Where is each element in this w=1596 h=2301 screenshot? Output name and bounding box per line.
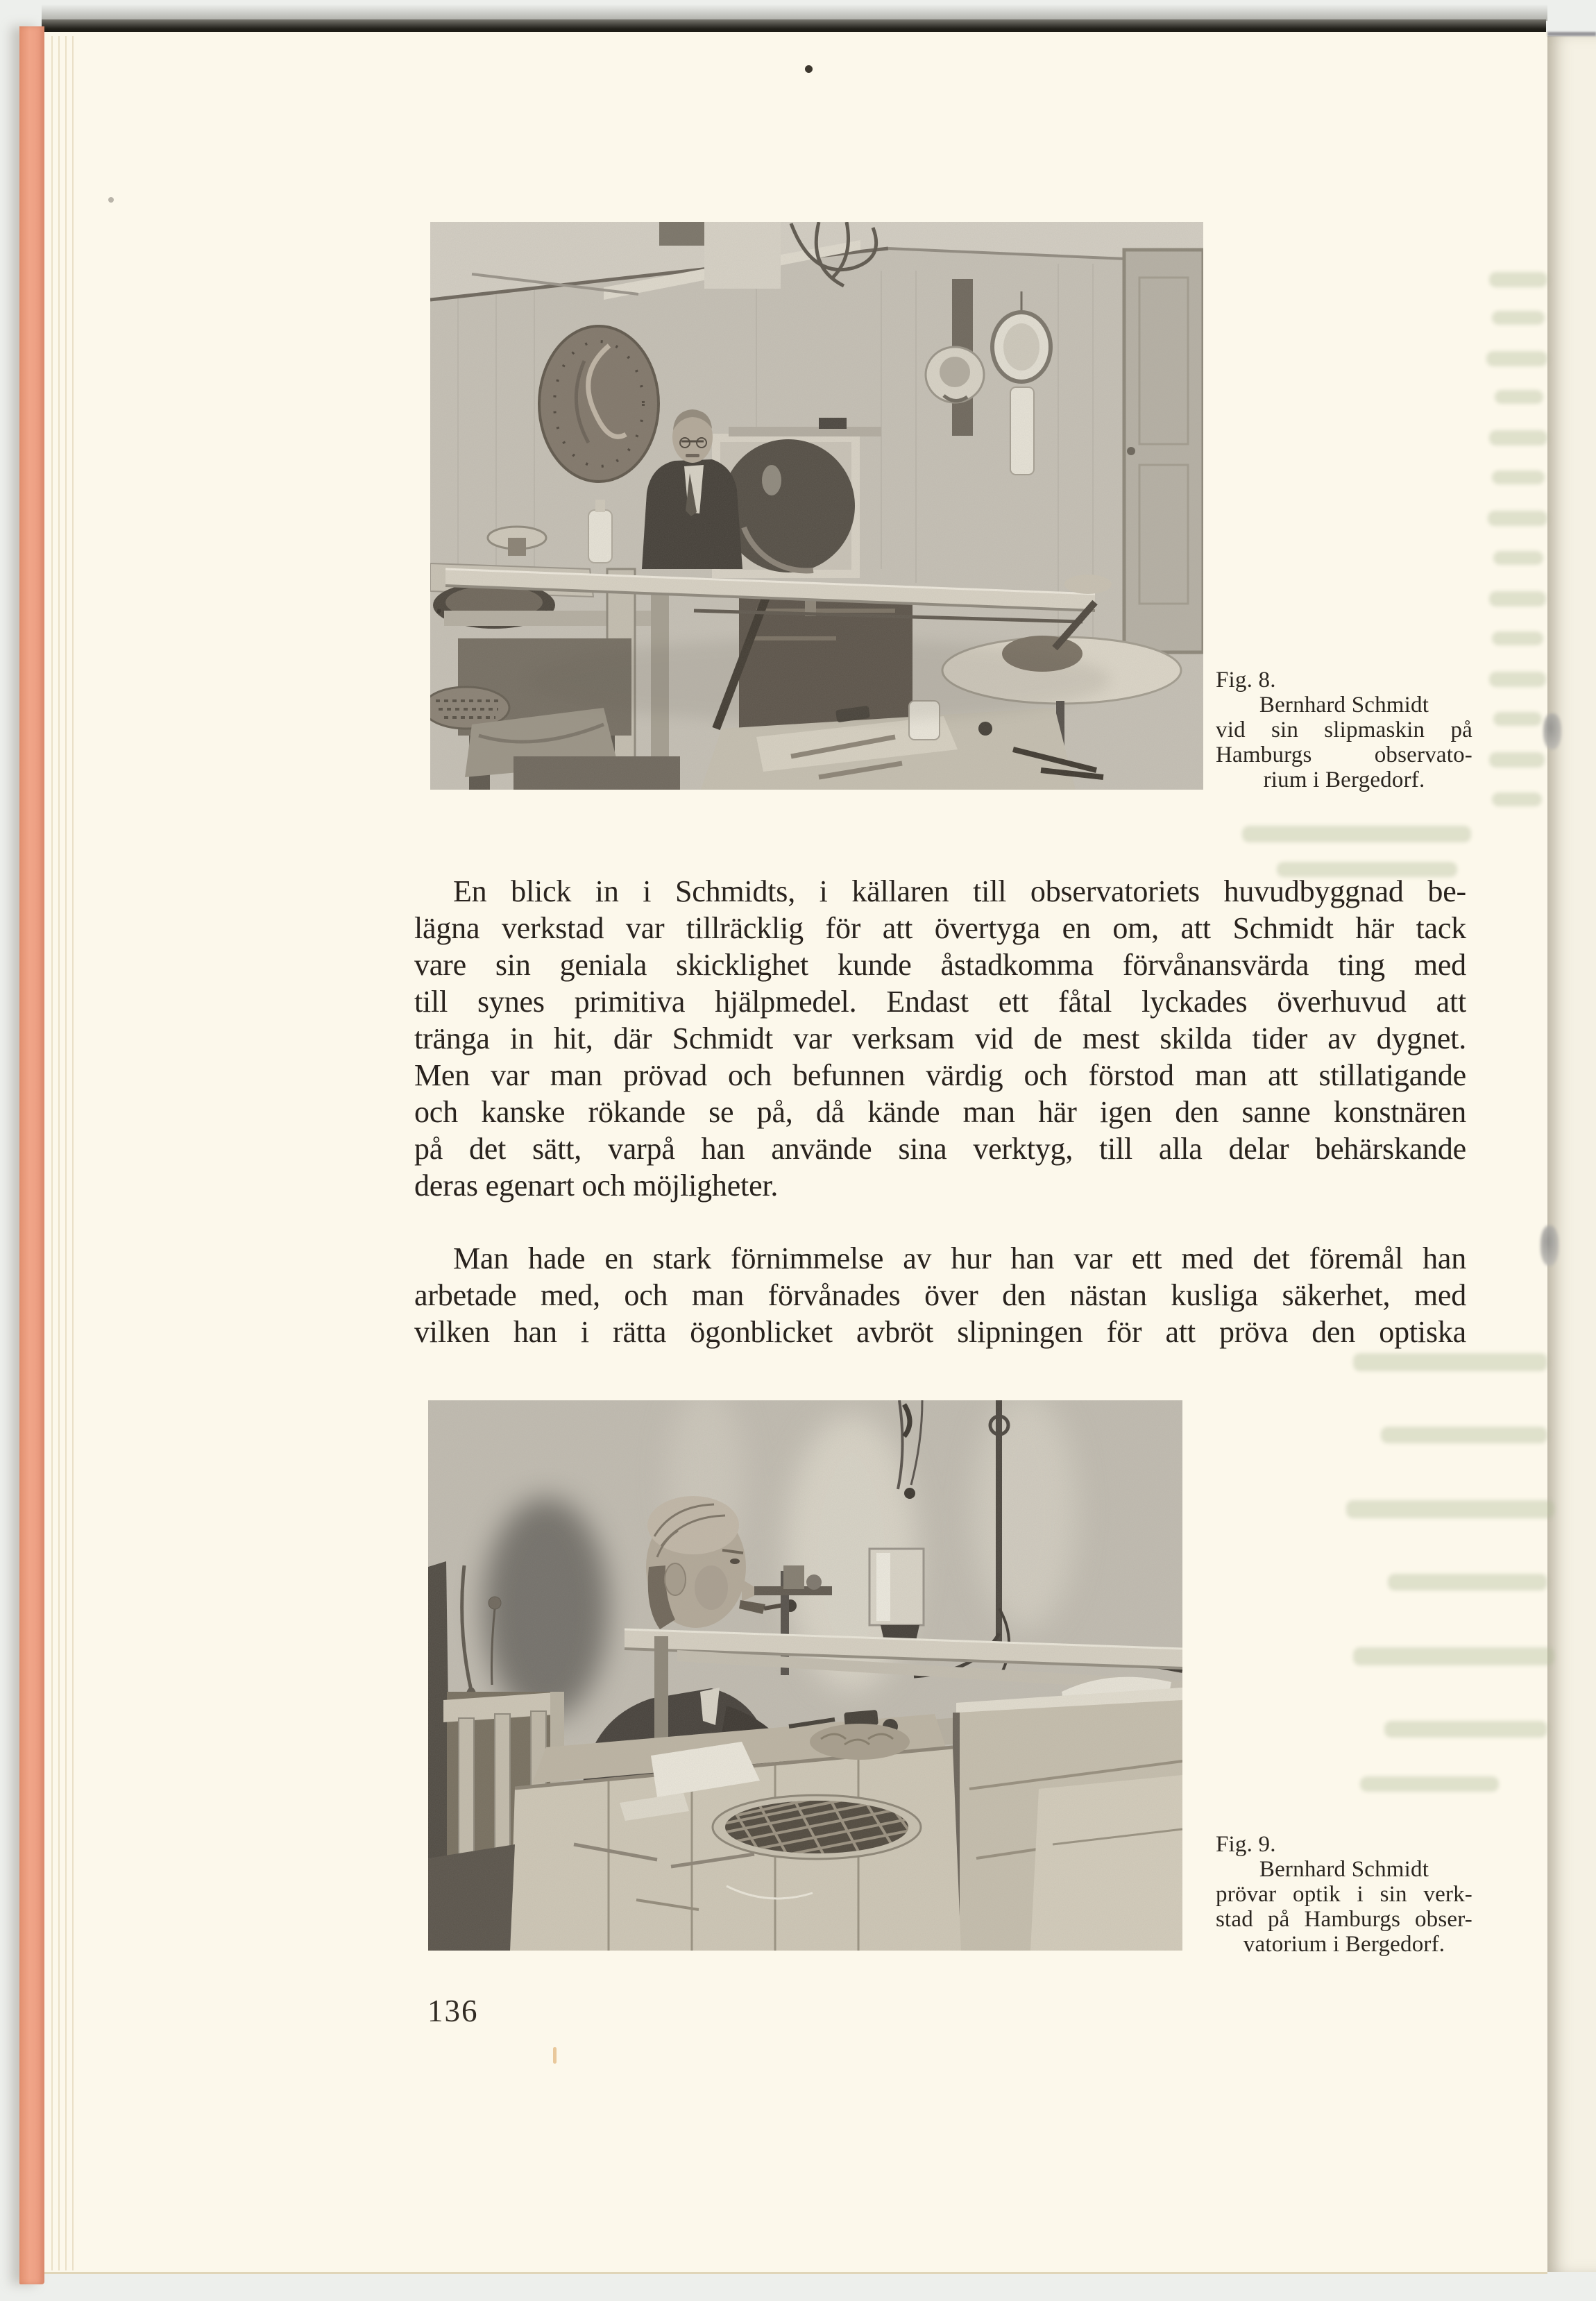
ink-showthrough-mark [1489, 591, 1546, 606]
ink-showthrough-mark [1486, 351, 1547, 366]
text-line: Man hade en stark förnimmelse av hur han var ett med det föremål han [453, 1241, 1466, 1275]
ink-showthrough-mark [1242, 826, 1471, 842]
text-line: och kanske rökande se på, då kände man här igen den sanne konstnären [414, 1095, 1466, 1129]
text-line: Men var man prövad och befunnen värdig och förstod man att stillatigande [414, 1058, 1466, 1092]
text-line: prövar optik i sin verk- [1216, 1882, 1472, 1907]
ink-showthrough-mark [1492, 311, 1545, 325]
text-line: till synes primitiva hjälpmedel. Endast ett fåtal lyckades överhuvud att [414, 985, 1466, 1019]
figure-9-illustration [428, 1400, 1182, 1951]
ink-showthrough-mark [1492, 470, 1545, 484]
body-paragraph-1 [414, 873, 1466, 1204]
book-cover-edge [19, 26, 44, 2284]
ink-showthrough-mark [1388, 1574, 1547, 1590]
text-line: arbetade med, och man förvånades över den nästan kusliga säkerhet, med [414, 1278, 1466, 1312]
ink-showthrough-mark [1492, 792, 1542, 806]
adjacent-page-edge [1547, 36, 1596, 2272]
page-stack-edges [46, 36, 75, 2270]
ink-showthrough-mark [1381, 1427, 1547, 1443]
ink-showthrough-mark [1489, 752, 1545, 767]
ink-showthrough-mark [1384, 1721, 1547, 1738]
text-line: vatorium i Bergedorf. [1243, 1932, 1445, 1957]
ink-showthrough-mark [1493, 551, 1543, 565]
figure-8-caption [1216, 668, 1472, 792]
text-line: deras egenart och möjligheter. [414, 1169, 779, 1203]
text-line: Fig. 8. [1216, 668, 1276, 693]
ink-showthrough-mark [1488, 511, 1547, 526]
figure-9-caption [1216, 1832, 1472, 1957]
ink-showthrough-mark [1346, 1500, 1554, 1518]
figure-9-photo [428, 1400, 1182, 1951]
binding-mark [1540, 1225, 1559, 1266]
body-paragraph-2 [414, 1240, 1466, 1350]
ink-showthrough-mark [1495, 390, 1543, 404]
binding-mark [1543, 713, 1561, 749]
ink-speck [108, 197, 114, 203]
ink-showthrough-mark [1489, 672, 1546, 687]
text-line: vilken han i rätta ögonblicket avbröt slipningen för att pröva den optiska [414, 1315, 1466, 1349]
ink-showthrough-mark [1353, 1353, 1547, 1371]
ink-speck [553, 2047, 557, 2064]
adjacent-page-top-edge [1547, 32, 1596, 36]
text-line: vid sin slipmaskin på [1216, 718, 1472, 742]
scan-top-shadow [42, 4, 1547, 21]
text-line: lägna verkstad var tillräcklig för att övertyga en om, att Schmidt här tack [414, 911, 1466, 945]
ink-showthrough-mark [1492, 631, 1543, 645]
ink-showthrough-mark [1360, 1776, 1499, 1792]
figure-8-photo [430, 222, 1203, 790]
page-number: 136 [427, 1994, 479, 2028]
ink-showthrough-mark [1489, 272, 1547, 287]
ink-showthrough-mark [1489, 430, 1547, 445]
text-line: Bernhard Schmidt [1259, 693, 1429, 718]
ink-showthrough-mark [1493, 712, 1542, 726]
text-line: Bernhard Schmidt [1259, 1857, 1429, 1882]
text-line: vare sin geniala skicklighet kunde åstadkomma förvånansvärda ting med [414, 948, 1466, 982]
ink-speck [805, 65, 813, 73]
text-line: Hamburgs observato- [1216, 742, 1472, 767]
ink-showthrough-mark [1353, 1647, 1554, 1665]
text-line: tränga in hit, där Schmidt var verksam vid de mest skilda tider av dygnet. [414, 1021, 1466, 1055]
text-line: på det sätt, varpå han använde sina verktyg, till alla delar behärskande [414, 1132, 1466, 1166]
ink-showthrough-mark [1277, 862, 1457, 877]
text-line: En blick in i Schmidts, i källaren till observatoriets huvudbyggnad be- [453, 874, 1466, 908]
text-line: rium i Bergedorf. [1263, 767, 1425, 792]
text-line: stad på Hamburgs obser- [1216, 1907, 1472, 1932]
text-line: Fig. 9. [1216, 1832, 1276, 1857]
figure-8-illustration [430, 222, 1203, 790]
